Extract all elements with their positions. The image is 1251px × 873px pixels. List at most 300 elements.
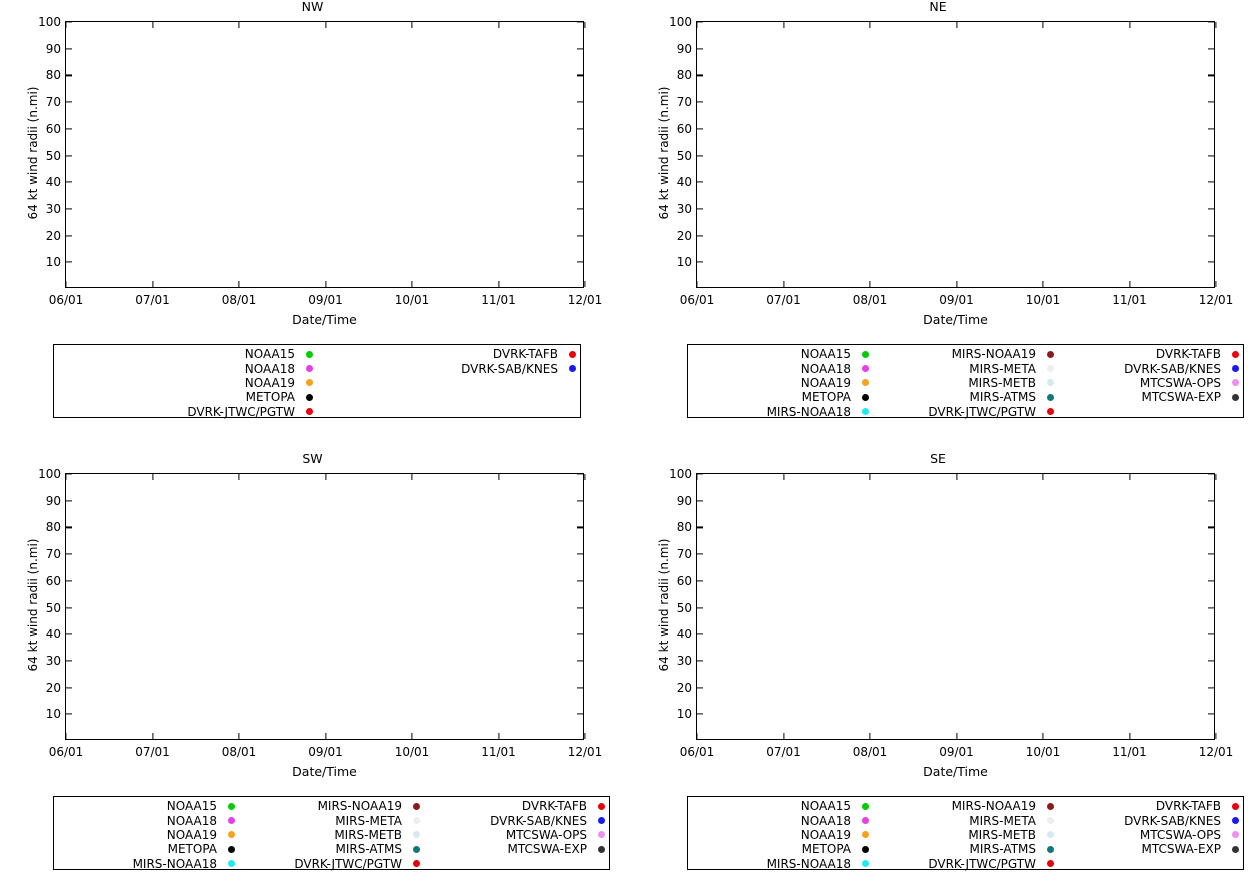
legend-marker-dot [228,831,235,838]
y-tick-mark [66,554,72,555]
y-tick-mark [66,235,72,236]
legend-label: MIRS-NOAA19 [317,799,402,814]
legend-item [688,800,873,812]
legend-marker-dot [598,803,605,810]
legend-marker-dot [1232,803,1239,810]
y-tick-mark [577,155,583,156]
x-tick-mark [783,474,784,480]
legend-label: MTCSWA-OPS [1139,827,1221,842]
legend-item [1058,391,1243,403]
y-tick-mark [1208,527,1214,528]
legend-item [239,858,424,870]
x-tick-label: 12/01 [1198,293,1234,307]
x-tick-mark [869,474,870,480]
legend-label: NOAA19 [800,827,851,842]
y-tick-label: 10 [676,255,692,270]
legend-item [424,843,609,855]
legend-marker-dot [1232,365,1239,372]
y-tick-mark [577,75,583,76]
legend-item [688,391,873,403]
x-tick-mark [1129,22,1130,28]
legend-label: NOAA15 [244,347,295,362]
legend-marker-dot [1047,408,1054,415]
x-tick-mark [584,281,585,287]
y-tick-mark [697,500,703,501]
x-axis-label-se: Date/Time [923,764,988,779]
legend-item [873,391,1058,403]
legend-marker-dot [228,803,235,810]
legend-label: METOPA [167,842,217,857]
x-tick-label: 08/01 [852,745,888,759]
x-tick-label: 09/01 [308,293,343,307]
legend-label: MTCSWA-EXP [507,842,587,857]
y-tick-mark [697,155,703,156]
legend-item [54,858,239,870]
y-tick-mark [66,262,72,263]
y-tick-label: 60 [45,573,61,588]
x-tick-label: 09/01 [939,745,974,759]
x-tick-mark [696,474,697,480]
legend-item [1058,829,1243,841]
legend-item [688,348,873,360]
legend-label: DVRK-JTWC/PGTW [928,856,1036,871]
legend-label: MIRS-ATMS [969,842,1036,857]
y-tick-label: 20 [45,228,61,243]
x-tick-mark [411,22,412,28]
y-tick-mark [1208,75,1214,76]
legend-marker-dot [862,831,869,838]
legend-item [688,363,873,375]
y-tick-mark [577,128,583,129]
y-tick-label: 10 [676,707,692,722]
y-tick-mark [66,48,72,49]
x-tick-mark [696,733,697,739]
y-tick-mark [577,235,583,236]
legend-item [873,377,1058,389]
legend-marker-dot [1232,831,1239,838]
legend-item [688,843,873,855]
x-tick-mark [1129,281,1130,287]
x-tick-mark [325,22,326,28]
y-tick-mark [1208,21,1214,22]
y-tick-label: 70 [45,95,61,110]
y-tick-label: 40 [676,175,692,190]
y-tick-mark [577,48,583,49]
legend-marker-dot [862,351,869,358]
y-tick-mark [66,21,72,22]
x-tick-mark [584,733,585,739]
x-tick-mark [411,474,412,480]
legend-label: MTCSWA-OPS [505,827,587,842]
x-tick-mark [1129,474,1130,480]
x-tick-mark [1042,281,1043,287]
y-tick-label: 50 [45,600,61,615]
legend-label: NOAA18 [800,813,851,828]
x-tick-label: 11/01 [1112,745,1147,759]
y-tick-mark [66,660,72,661]
x-tick-mark [1215,22,1216,28]
x-tick-mark [1215,281,1216,287]
legend-item [54,800,239,812]
legend-label: MIRS-NOAA18 [132,856,217,871]
legend-item [54,391,317,403]
y-tick-label: 30 [676,201,692,216]
legend-marker-dot [413,846,420,853]
legend-label: DVRK-TAFB [521,799,587,814]
legend-label: MIRS-NOAA18 [766,404,851,419]
legend-item [54,377,317,389]
x-tick-label: 11/01 [1112,293,1147,307]
panel-se [625,435,1251,870]
y-tick-mark [66,75,72,76]
x-tick-label: 12/01 [567,293,603,307]
y-tick-mark [697,208,703,209]
y-tick-mark [697,21,703,22]
legend-marker-dot [1232,817,1239,824]
y-tick-mark [697,473,703,474]
x-tick-label: 07/01 [135,293,170,307]
x-tick-mark [956,474,957,480]
legend-label: NOAA19 [244,375,295,390]
y-tick-mark [66,102,72,103]
legend-marker-dot [1047,803,1054,810]
y-tick-label: 40 [676,627,692,642]
y-tick-mark [697,75,703,76]
legend-item [688,406,873,418]
y-tick-label: 60 [45,121,61,136]
legend-marker-dot [569,365,576,372]
legend-marker-dot [413,831,420,838]
x-tick-mark [869,22,870,28]
legend-label: MIRS-NOAA19 [951,347,1036,362]
panel-sw [0,435,625,870]
y-tick-mark [1208,262,1214,263]
x-tick-mark [1042,474,1043,480]
y-tick-mark [697,527,703,528]
legend-se [687,796,1244,870]
legend-label: DVRK-TAFB [1155,347,1221,362]
legend-marker-dot [1047,394,1054,401]
legend-marker-dot [306,379,313,386]
legend-label: NOAA15 [800,799,851,814]
x-tick-label: 09/01 [308,745,343,759]
y-tick-mark [1208,607,1214,608]
legend-label: MIRS-META [969,813,1036,828]
x-tick-mark [869,281,870,287]
legend-marker-dot [1232,379,1239,386]
legend-marker-dot [1047,831,1054,838]
y-tick-label: 50 [676,148,692,163]
y-tick-mark [1208,500,1214,501]
plot-area-wrap-ne [669,15,1234,327]
y-tick-label: 20 [676,228,692,243]
y-tick-label: 70 [676,95,692,110]
y-tick-mark [697,660,703,661]
x-tick-mark [238,733,239,739]
y-tick-mark [1208,634,1214,635]
y-tick-label: 80 [676,520,692,535]
x-tick-mark [238,22,239,28]
legend-marker-dot [306,365,313,372]
x-tick-label: 06/01 [679,745,715,759]
legend-marker-dot [598,817,605,824]
legend-label: DVRK-JTWC/PGTW [294,856,402,871]
legend-marker-dot [1232,394,1239,401]
legend-label: NOAA18 [166,813,217,828]
legend-item [239,800,424,812]
legend-label: METOPA [245,390,295,405]
legend-label: NOAA18 [800,361,851,376]
axes-sw [38,467,603,759]
y-tick-mark [577,687,583,688]
y-tick-label: 20 [45,680,61,695]
x-tick-mark [152,733,153,739]
y-tick-mark [577,208,583,209]
legend-label: MIRS-NOAA18 [766,856,851,871]
legend-marker-dot [862,379,869,386]
legend-label: DVRK-JTWC/PGTW [928,404,1036,419]
legend-item [688,829,873,841]
plot-area-wrap-se [669,467,1234,779]
x-tick-mark [498,733,499,739]
legend-marker-dot [306,394,313,401]
y-tick-mark [66,687,72,688]
y-tick-mark [1208,155,1214,156]
legend-item [873,858,1058,870]
legend-label: DVRK-SAB/KNES [1124,361,1221,376]
y-tick-mark [577,714,583,715]
x-tick-mark [325,474,326,480]
y-tick-label: 80 [676,68,692,83]
y-tick-mark [66,473,72,474]
y-tick-mark [66,208,72,209]
legend-label: METOPA [801,842,851,857]
legend-item [873,800,1058,812]
legend-marker-dot [1047,351,1054,358]
y-tick-label: 100 [38,467,61,481]
legend-grid-ne [688,345,1247,421]
x-tick-mark [783,22,784,28]
x-tick-mark [411,281,412,287]
legend-marker-dot [1047,860,1054,867]
x-tick-label: 10/01 [394,293,430,307]
x-tick-mark [65,733,66,739]
y-tick-mark [577,554,583,555]
legend-label: MIRS-METB [334,827,402,842]
x-axis-label-nw: Date/Time [292,312,357,327]
y-tick-mark [697,102,703,103]
y-tick-mark [577,102,583,103]
legend-label: DVRK-TAFB [1155,799,1221,814]
x-tick-label: 06/01 [48,745,84,759]
x-tick-label: 12/01 [1198,745,1234,759]
y-tick-mark [66,500,72,501]
y-tick-mark [66,527,72,528]
y-tick-mark [697,554,703,555]
y-tick-label: 90 [45,41,61,56]
legend-item [54,829,239,841]
y-tick-label: 30 [45,201,61,216]
legend-item [1058,377,1243,389]
legend-label: MIRS-ATMS [969,390,1036,405]
x-tick-mark [498,281,499,287]
legend-label: DVRK-SAB/KNES [1124,813,1221,828]
x-tick-mark [869,733,870,739]
legend-marker-dot [1047,817,1054,824]
y-tick-mark [1208,554,1214,555]
legend-label: MTCSWA-OPS [1139,375,1221,390]
legend-marker-dot [413,860,420,867]
y-tick-label: 30 [45,653,61,668]
legend-marker-dot [862,365,869,372]
x-tick-label: 11/01 [481,293,516,307]
y-tick-mark [1208,714,1214,715]
x-axis-label-sw: Date/Time [292,764,357,779]
x-tick-label: 06/01 [48,293,84,307]
y-tick-mark [1208,660,1214,661]
legend-marker-dot [862,803,869,810]
legend-item [1058,348,1243,360]
y-tick-label: 90 [676,41,692,56]
x-tick-mark [956,733,957,739]
y-tick-mark [577,500,583,501]
x-tick-mark [498,22,499,28]
legend-item [239,843,424,855]
axes-se [669,467,1234,759]
y-tick-label: 80 [45,68,61,83]
x-tick-mark [152,22,153,28]
x-tick-mark [783,281,784,287]
y-axis-label-ne: 64 kt wind radii (n.mi) [657,86,671,220]
legend-marker-dot [862,846,869,853]
x-tick-label: 07/01 [766,293,801,307]
x-tick-mark [696,22,697,28]
legend-item [239,829,424,841]
legend-marker-dot [1047,846,1054,853]
x-tick-label: 10/01 [394,745,430,759]
y-tick-label: 10 [45,707,61,722]
panel-ne [625,0,1251,435]
legend-marker-dot [1232,846,1239,853]
y-tick-label: 100 [669,15,692,29]
x-tick-mark [411,733,412,739]
legend-item [54,815,239,827]
legend-label: DVRK-SAB/KNES [461,361,558,376]
legend-item [688,858,873,870]
x-tick-mark [498,474,499,480]
y-tick-label: 10 [45,255,61,270]
y-tick-mark [66,634,72,635]
legend-marker-dot [1232,351,1239,358]
legend-label: MIRS-METB [968,827,1036,842]
y-tick-label: 70 [45,547,61,562]
legend-marker-dot [228,846,235,853]
legend-marker-dot [413,817,420,824]
legend-marker-dot [413,803,420,810]
y-tick-mark [697,714,703,715]
legend-item [54,363,317,375]
legend-sw [53,796,610,870]
legend-marker-dot [1047,379,1054,386]
legend-item [873,348,1058,360]
x-tick-mark [584,474,585,480]
legend-label: NOAA19 [800,375,851,390]
y-tick-label: 90 [45,493,61,508]
x-tick-label: 08/01 [221,745,257,759]
legend-label: NOAA15 [166,799,217,814]
y-tick-mark [1208,580,1214,581]
legend-label: DVRK-JTWC/PGTW [187,404,295,419]
x-tick-mark [783,733,784,739]
x-tick-label: 11/01 [481,745,516,759]
legend-marker-dot [569,351,576,358]
legend-label: MIRS-META [969,361,1036,376]
x-tick-mark [696,281,697,287]
y-tick-mark [577,607,583,608]
x-tick-mark [152,281,153,287]
legend-label: METOPA [801,390,851,405]
y-tick-mark [66,155,72,156]
y-axis-label-nw: 64 kt wind radii (n.mi) [26,86,40,220]
x-tick-label: 10/01 [1025,293,1061,307]
x-tick-mark [956,281,957,287]
y-tick-mark [66,607,72,608]
y-tick-mark [697,634,703,635]
legend-marker-dot [862,394,869,401]
y-tick-mark [697,128,703,129]
x-tick-mark [238,474,239,480]
y-tick-label: 40 [45,175,61,190]
y-tick-mark [697,580,703,581]
legend-item [424,815,609,827]
y-tick-mark [577,527,583,528]
panel-title-ne: NE [929,0,947,14]
x-tick-label: 07/01 [135,745,170,759]
y-tick-mark [577,182,583,183]
legend-item [317,363,580,375]
legend-label: DVRK-SAB/KNES [490,813,587,828]
plot-area-wrap-sw [38,467,603,779]
y-tick-mark [1208,473,1214,474]
y-tick-mark [1208,102,1214,103]
x-tick-mark [1042,733,1043,739]
legend-item [1058,815,1243,827]
legend-item [873,406,1058,418]
y-tick-mark [1208,182,1214,183]
y-tick-mark [1208,687,1214,688]
y-axis-label-se: 64 kt wind radii (n.mi) [657,538,671,672]
legend-label: MIRS-META [335,813,402,828]
legend-label: MTCSWA-EXP [1141,842,1221,857]
y-tick-label: 100 [669,467,692,481]
legend-grid-se [688,797,1247,873]
legend-item [1058,843,1243,855]
legend-marker-dot [862,817,869,824]
x-tick-mark [1129,733,1130,739]
legend-marker-dot [228,860,235,867]
legend-label: MTCSWA-EXP [1141,390,1221,405]
x-tick-mark [65,474,66,480]
x-tick-label: 07/01 [766,745,801,759]
x-tick-mark [1042,22,1043,28]
x-tick-label: 09/01 [939,293,974,307]
y-tick-mark [577,262,583,263]
panel-nw [0,0,625,435]
legend-item [873,843,1058,855]
y-axis-label-sw: 64 kt wind radii (n.mi) [26,538,40,672]
x-tick-mark [65,281,66,287]
x-tick-label: 06/01 [679,293,715,307]
